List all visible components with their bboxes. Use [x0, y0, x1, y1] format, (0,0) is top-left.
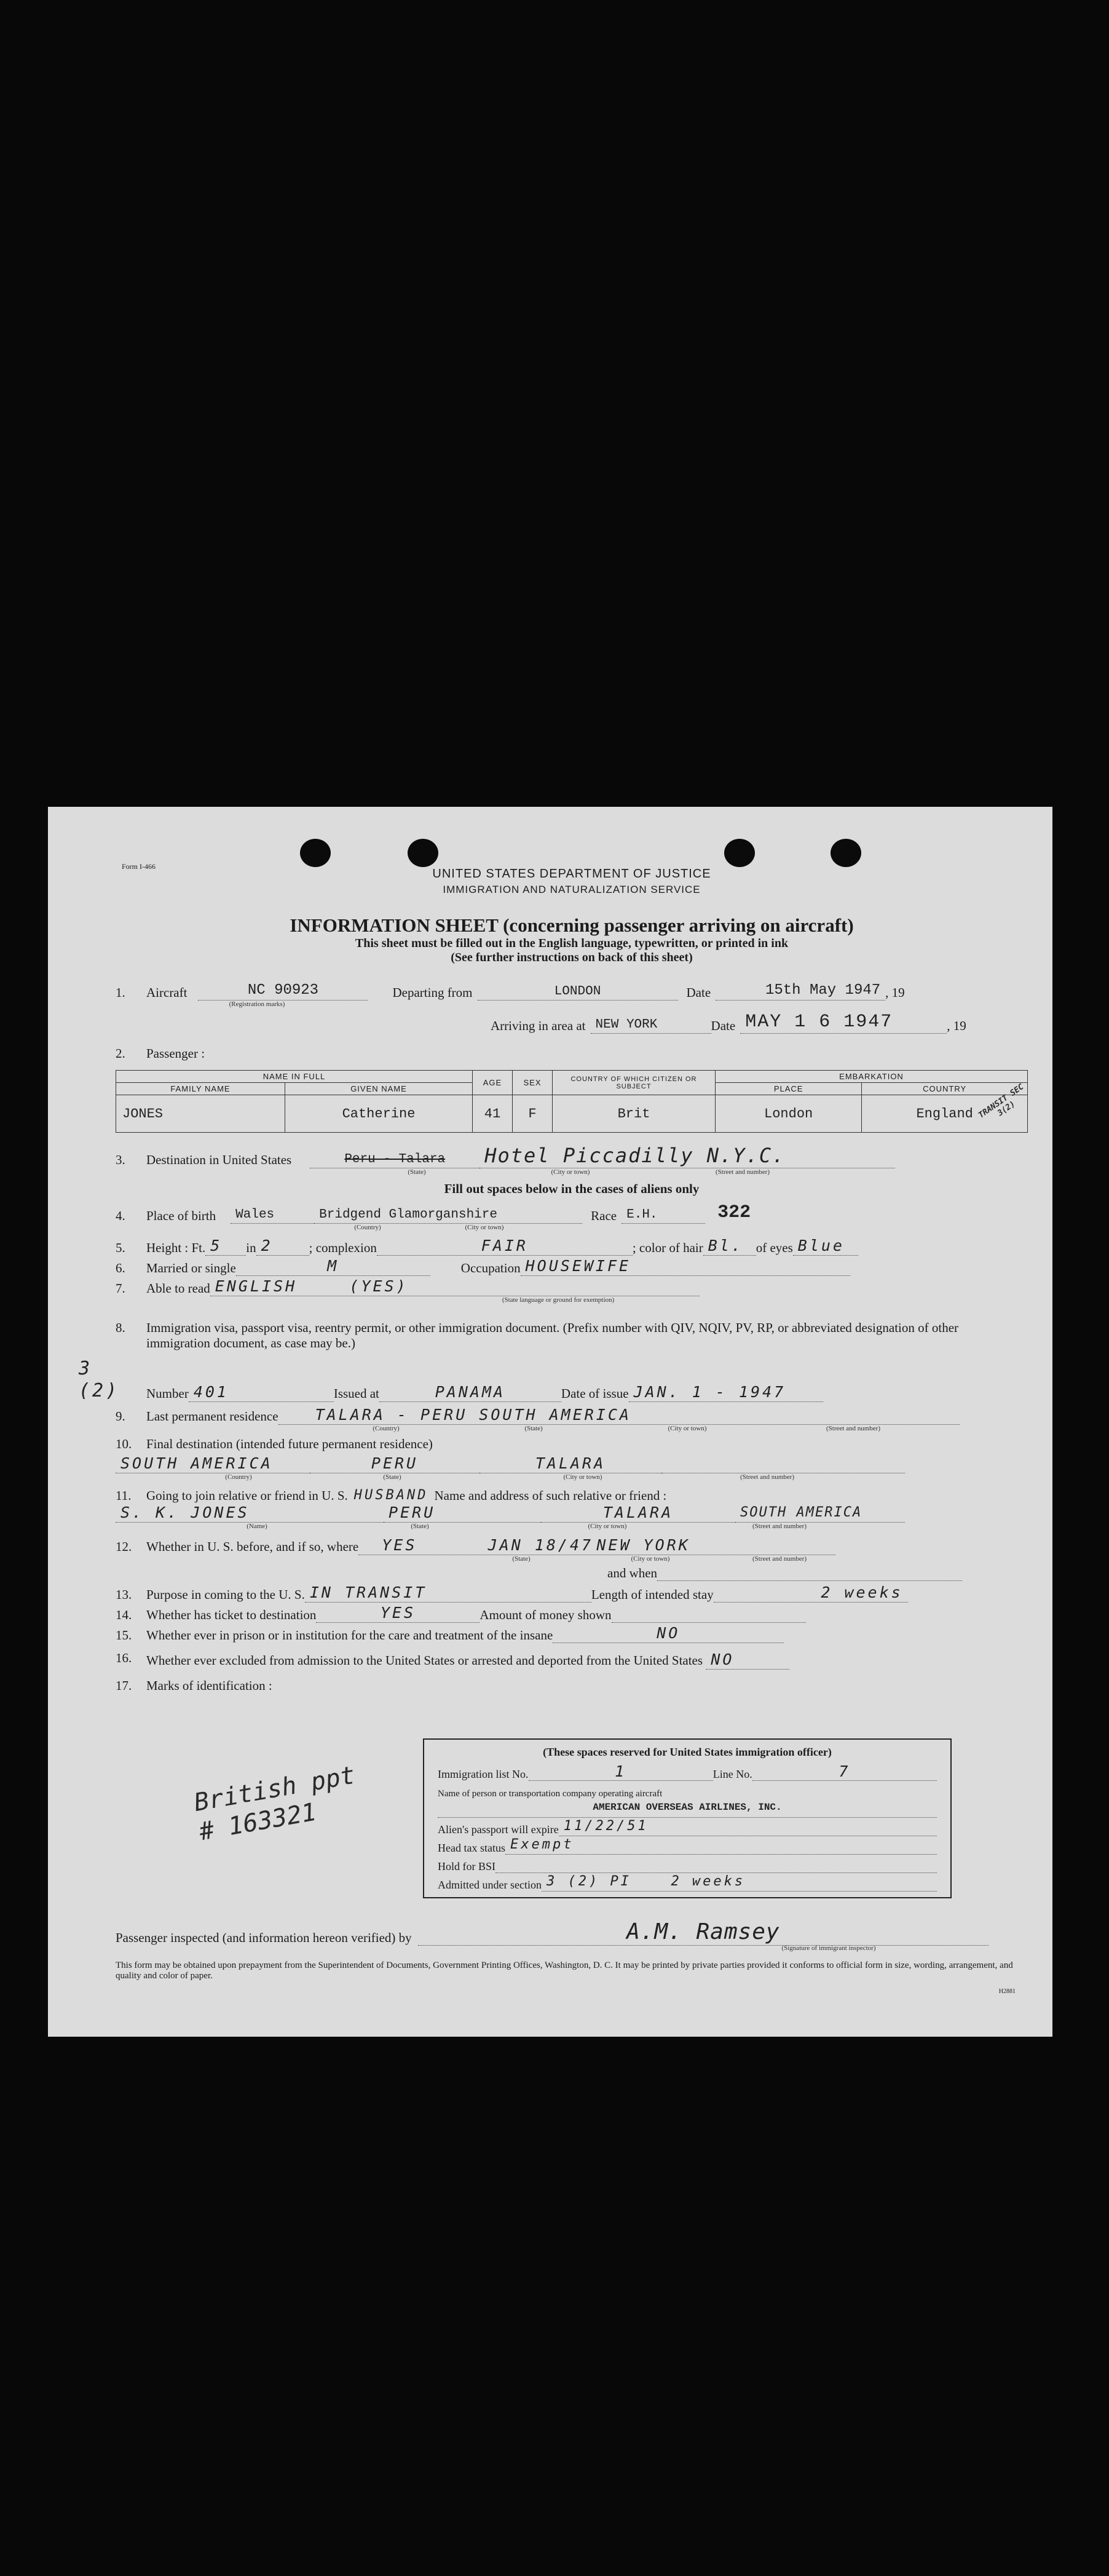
information-sheet: Form I-466 UNITED STATES DEPARTMENT OF JUSTICE IMMIGRATION AND NATURALIZATION SERVICE INFORMATION SHEET (concerning passenger arriving on aircraft) This sheet must be filled out in the English language, typewritten, or printed in ink (See further instructions on back of this sheet) 1. Aircraft NC 90923 Departing from LONDON Date 15th May 1947 , 19 (Registration marks) Arriving in area at NEW YORK Date MAY 1 6 1947 , 19 2. Passenger : NAME IN FULL AGE SEX COUNTRY OF WHICH CITIZEN OR SUBJECT EMBARKATION FAMILY NAME GIVEN NAME PLACE COUNTRY JONES Catherine 41 F Brit London England 3. Destination in United States Peru - Talara Hotel Piccadilly N.Y.C. (State) (City or town) (Street and number) Fill out spaces below in the cases of aliens only 4. Place of birth Wales Bridgend Glamorganshire Race E.H. 322 (Country) (City or town) 5. Height : Ft. 5 in 2 ; complexion FAIR ; color of hair Bl. of eyes Blue 6. Married or single M Occupation HOUSEWIFE 7. Able to read ENGLISH (YES) (State language or ground for exemption) 8. Immigration visa, passport visa, reentry permit, or other immigration document. (Prefix number with QIV, NQIV, PV, RP, or abbreviated designation of other immigration document, as case may be.) 3 (2) Number 401 Issued at PANAMA Date of issue JAN. 1 - 1947 9. Last permanent residence TALARA - PERU SOUTH AMERICA (Country) (State) (City or town) (Street and number) 10. Final destination (intended future permanent residence) SOUTH AMERICA PERU TALARA (Country) (State) (City or town) (Street and number) 11. Going to join relative or friend in U. S. HUSBAND Name and address of such relative or friend : S. K. JONES PERU TALARA SOUTH AMERICA (Name) (State) (City or town) (Street and number) 12. Whether in U. S. before, and if so, where YES JAN 18/47 NEW YORK (State) (City or town) (Street and number) and when 13. Purpose in coming to the U. S. IN TRANSIT Length of intended stay 2 weeks 14. Whether has ticket to destination YES Amount of money shown 15. Whether ever in prison or in institution for the care and treatment of the insane NO 16. Whether ever excluded from admission to the United States or arrested and deported from the United States NO 17. Marks of identification : British ppt # 163321 (These spaces reserved for United States immigration officer) Immigration list No. 1 Line No. 7 Name of person or transportation company operating aircraft AMERICAN OVERSEAS AIRLINES, INC. Alien's passport will expire 11/22/51 Head tax status Exempt Hold for BSI Admitted under section 3 (2) PI 2 weeks Passenger inspected (and information hereon verified) by A.M. Ramsey (Signature of immigrant inspector) This form may be obtained upon prepayment from the Superintendent of Documents, Government Printing Offices, Washington, D. C. It may be printed by private parties provided it conforms to official form in size, wording, arrangement, and quality and color of paper. H2881 TRANSIT SEC 3(2) [48, 807, 1052, 2037]
item-marks: 17. Marks of identification : [116, 1678, 272, 1693]
footer-code: H2881 [998, 1987, 1016, 1995]
passport-expiry: 11/22/51 [563, 1818, 649, 1834]
document-title: INFORMATION SHEET (concerning passenger arriving on aircraft) [290, 914, 854, 936]
item-literacy: 7. Able to read ENGLISH (YES) [116, 1277, 1028, 1296]
aircraft-value: NC 90923 [247, 982, 319, 999]
item-arriving: Arriving in area at NEW YORK Date MAY 1 6 1947 , 19 [491, 1011, 966, 1033]
last-residence: TALARA - PERU SOUTH AMERICA [315, 1405, 631, 1424]
inspector-signature: A.M. Ramsey [626, 1919, 780, 1944]
item-height: 5. Height : Ft. 5 in 2 ; complexion FAIR ; color of hair Bl. of eyes Blue [116, 1237, 1028, 1256]
item-excluded: 16. Whether ever excluded from admission to the United States or arrested and deported from the United States NO [116, 1651, 1028, 1670]
given-name: Catherine [285, 1095, 473, 1133]
final-country: SOUTH AMERICA [120, 1454, 273, 1472]
embarkation-country: England [862, 1095, 1028, 1133]
transit-margin-stamp: TRANSIT SEC 3(2) [977, 1082, 1026, 1120]
item-passenger: 2. Passenger : [116, 1045, 205, 1061]
admission-duration: 2 weeks [671, 1874, 746, 1889]
relative-city: TALARA [602, 1504, 674, 1522]
stay-length: 2 weeks [821, 1583, 903, 1601]
ticket-value: YES [380, 1603, 416, 1622]
item-visa: 8. Immigration visa, passport visa, reentry permit, or other immigration document. (Prefix number with QIV, NQIV, PV, RP, or abbreviated designation of other immigration document, as case may be.) [116, 1320, 959, 1351]
height-feet: 5 [210, 1236, 223, 1254]
citizenship-value: Brit [553, 1095, 716, 1133]
instructions-note: (See further instructions on back of this sheet) [451, 951, 693, 964]
airline-stamp: AMERICAN OVERSEAS AIRLINES, INC. [593, 1802, 782, 1813]
line-no: 7 [839, 1762, 851, 1780]
prison-value: NO [657, 1623, 681, 1642]
final-city: TALARA [535, 1454, 606, 1472]
instructions-line: This sheet must be filled out in the English language, typewritten, or printed in ink [355, 937, 789, 950]
service-name: IMMIGRATION AND NATURALIZATION SERVICE [443, 884, 701, 895]
punch-hole [724, 839, 755, 867]
occupation-value: HOUSEWIFE [525, 1256, 631, 1275]
aliens-heading: Fill out spaces below in the cases of aliens only [444, 1181, 700, 1196]
item-visa-number: 3 (2) Number 401 Issued at PANAMA Date of issue JAN. 1 - 1947 [116, 1358, 1028, 1402]
literacy-answer: (YES) [349, 1277, 408, 1295]
immigration-list-no: 1 [615, 1762, 627, 1780]
passenger-table: NAME IN FULL AGE SEX COUNTRY OF WHICH CITIZEN OR SUBJECT EMBARKATION FAMILY NAME GIVEN NAME PLACE COUNTRY JONES Catherine 41 F Brit London England [116, 1070, 1028, 1133]
visa-issue-date: JAN. 1 - 1947 [633, 1382, 786, 1401]
item-prison: 15. Whether ever in prison or in institution for the care and treatment of the insane NO [116, 1624, 1028, 1643]
table-row [116, 1095, 1028, 1133]
visa-issued-at: PANAMA [435, 1382, 506, 1401]
punch-hole [831, 839, 861, 867]
item-marital: 6. Married or single M Occupation HOUSEWIFE [116, 1257, 1028, 1276]
birth-city: Bridgend Glamorganshire [319, 1207, 497, 1222]
item-relative: 11. Going to join relative or friend in U. S. HUSBAND Name and address of such relative or friend : [116, 1488, 667, 1504]
head-tax-status: Exempt [510, 1837, 574, 1852]
footer-note: This form may be obtained upon prepayment from the Superintendent of Documents, Government Printing Offices, Washington, D. C. It may be printed by private parties provided it conforms to official form in size, wording, arrangement, and quality and color of paper. H2881 [116, 1960, 1016, 1995]
birth-country: Wales [235, 1207, 275, 1222]
item-ticket: 14. Whether has ticket to destination YES Amount of money shown [116, 1604, 1028, 1623]
sex-value: F [513, 1095, 553, 1133]
marital-value: M [327, 1256, 339, 1275]
relative-state: PERU [389, 1504, 436, 1522]
department-name: UNITED STATES DEPARTMENT OF JUSTICE [432, 867, 711, 881]
previous-visit-answer: YES [382, 1536, 417, 1554]
final-state: PERU [371, 1454, 419, 1472]
inspection-line: Passenger inspected (and information hereon verified) by A.M. Ramsey [116, 1919, 989, 1946]
race-value: E.H. [626, 1207, 658, 1222]
officer-reserved-box: (These spaces reserved for United States immigration officer) Immigration list No. 1 Line No. 7 Name of person or transportation company operating aircraft AMERICAN OVERSEAS AIRLINES, INC. Alien's passport will expire 11/22/51 Head tax status Exempt Hold for BSI Admitted under section 3 (2) PI 2 weeks [423, 1738, 952, 1898]
relative-relation: HUSBAND [353, 1488, 428, 1504]
previous-visit-date: JAN 18/47 [487, 1536, 594, 1554]
embarkation-place: London [716, 1095, 862, 1133]
identification-marks: British ppt # 163321 [192, 1761, 357, 1847]
punch-hole [408, 839, 438, 867]
item-purpose: 13. Purpose in coming to the U. S. IN TRANSIT Length of intended stay 2 weeks [116, 1583, 1028, 1603]
item-previous-visit: 12. Whether in U. S. before, and if so, where YES JAN 18/47 NEW YORK [116, 1536, 1028, 1555]
purpose-value: IN TRANSIT [309, 1583, 427, 1601]
destination-handwritten: Hotel Piccadilly N.Y.C. [484, 1144, 786, 1168]
item-birthplace: 4. Place of birth Wales Bridgend Glamorganshire Race E.H. 322 [116, 1202, 751, 1223]
visa-prefix: 3 (2) [79, 1357, 120, 1401]
height-inches: 2 [261, 1236, 273, 1254]
admission-section: 3 (2) PI [546, 1874, 631, 1889]
item-aircraft: 1. Aircraft NC 90923 Departing from LONDON Date 15th May 1947 , 19 [116, 982, 905, 1000]
age-value: 41 [473, 1095, 513, 1133]
complexion-value: FAIR [481, 1236, 528, 1254]
excluded-value: NO [711, 1650, 735, 1668]
arrival-date-stamp: MAY 1 6 1947 [745, 1011, 893, 1032]
family-name: JONES [116, 1095, 285, 1133]
hair-color: Bl. [708, 1236, 743, 1254]
arriving-value: NEW YORK [595, 1017, 658, 1032]
relative-street: SOUTH AMERICA [740, 1505, 862, 1521]
relative-name: S. K. JONES [120, 1504, 250, 1522]
item-last-residence: 9. Last permanent residence TALARA - PERU SOUTH AMERICA [116, 1406, 1028, 1425]
form-number: Form I-466 [122, 862, 156, 871]
visa-number: 401 [193, 1382, 229, 1401]
eye-color: Blue [797, 1236, 845, 1254]
item-final-destination: 10. Final destination (intended future permanent residence) [116, 1436, 433, 1451]
previous-visit-city: NEW YORK [596, 1536, 690, 1554]
race-code: 322 [717, 1202, 751, 1223]
punch-hole [300, 839, 331, 867]
departure-date: 15th May 1947 [765, 982, 881, 999]
language-value: ENGLISH [215, 1277, 298, 1295]
departing-value: LONDON [554, 984, 601, 999]
struck-destination: Peru - Talara [344, 1152, 446, 1167]
item-destination: 3. Destination in United States Peru - Talara Hotel Piccadilly N.Y.C. [116, 1144, 1028, 1168]
